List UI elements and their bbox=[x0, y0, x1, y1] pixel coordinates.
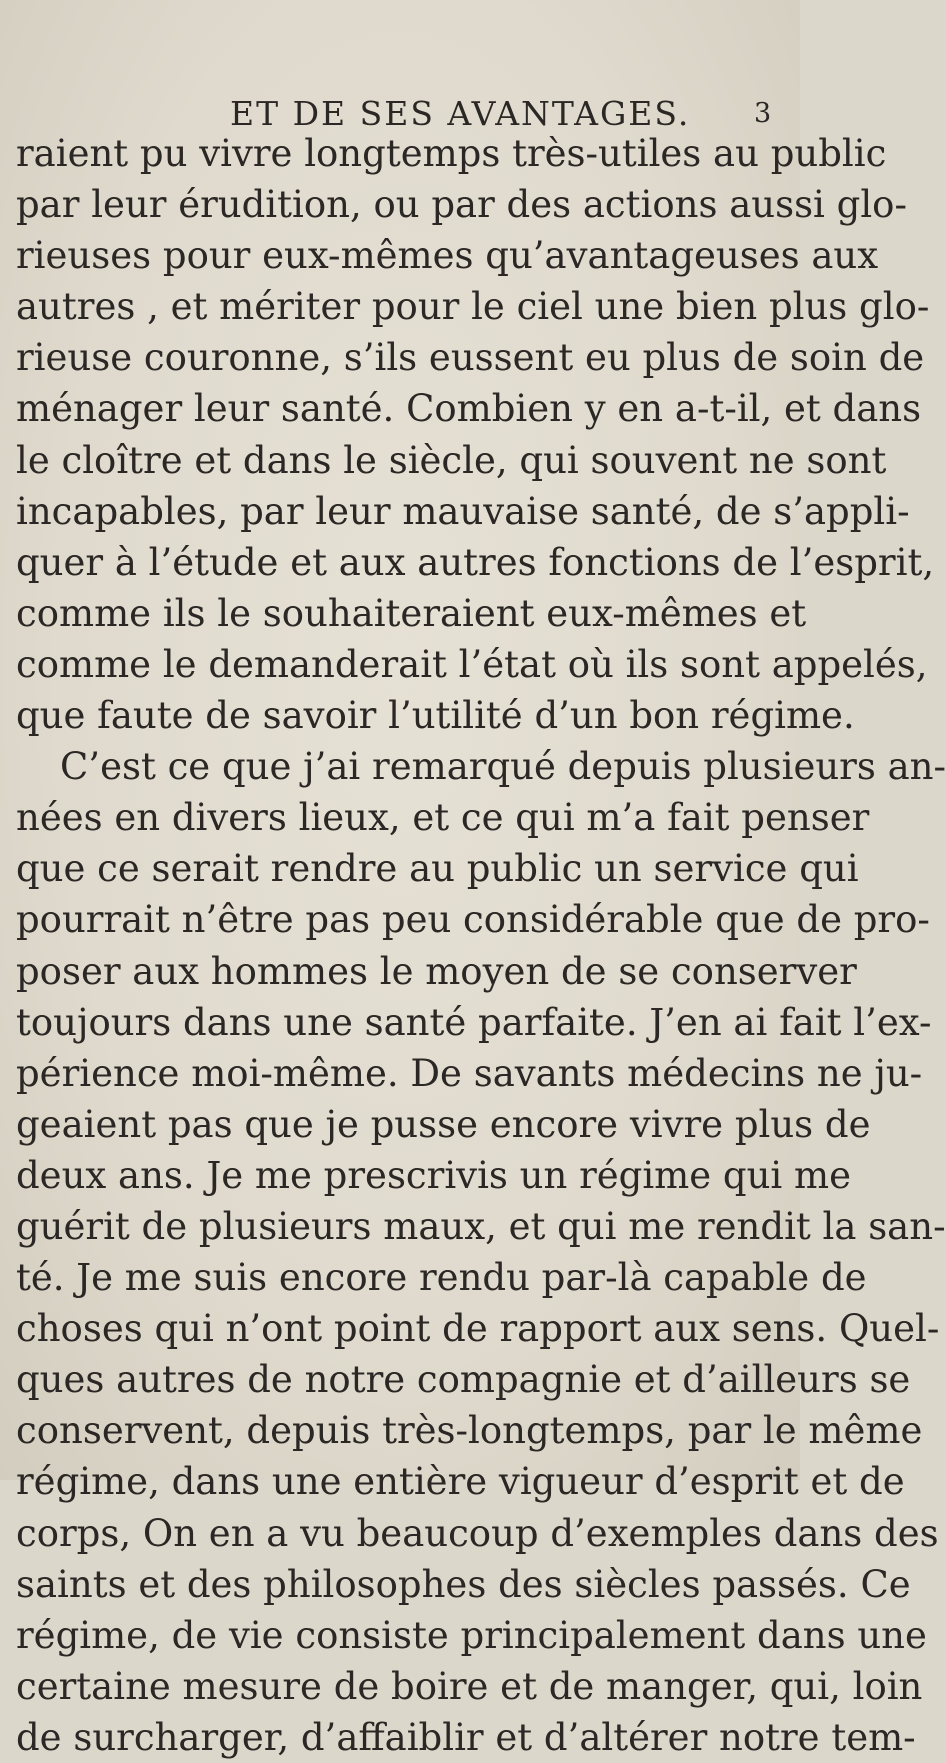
body-text bbox=[16, 128, 946, 1763]
text-line: corps, On en a vu beaucoup d’exemples dans des bbox=[16, 1511, 939, 1555]
text-line: par leur érudition, ou par des actions aussi glo- bbox=[16, 183, 907, 227]
text-line: certaine mesure de boire et de manger, qui, loin bbox=[16, 1664, 923, 1708]
text-line: périence moi-même. De savants médecins ne ju- bbox=[16, 1051, 923, 1095]
text-line: comme le demanderait l’état où ils sont appelés, bbox=[16, 642, 928, 686]
paragraph-start-line: C’est ce que j’ai remarqué depuis plusieurs an- bbox=[60, 745, 946, 789]
text-line: deux ans. Je me prescrivis un régime qui me bbox=[16, 1153, 852, 1197]
text-line: comme ils le souhaiteraient eux-mêmes et bbox=[16, 591, 807, 635]
text-line: té. Je me suis encore rendu par-là capable de bbox=[16, 1256, 867, 1300]
text-line: incapables, par leur mauvaise santé, de s’appli- bbox=[16, 489, 910, 533]
text-line: pourrait n’être pas peu considérable que de pro- bbox=[16, 898, 930, 942]
text-line: que ce serait rendre au public un service qui bbox=[16, 847, 859, 891]
text-line: régime, de vie consiste principalement dans une bbox=[16, 1613, 927, 1657]
text-line: quer à l’étude et aux autres fonctions de l’esprit, bbox=[16, 540, 935, 584]
page-number: 3 bbox=[754, 98, 772, 129]
text-line: que faute de savoir l’utilité d’un bon régime. bbox=[16, 694, 855, 738]
text-line: choses qui n’ont point de rapport aux sens. Quel- bbox=[16, 1307, 940, 1351]
text-line: poser aux hommes le moyen de se conserver bbox=[16, 949, 857, 993]
text-line: conservent, depuis très-longtemps, par le même bbox=[16, 1409, 923, 1453]
text-line: guérit de plusieurs maux, et qui me rendit la san- bbox=[16, 1204, 946, 1248]
text-line: ques autres de notre compagnie et d’ailleurs se bbox=[16, 1358, 911, 1402]
text-line: régime, dans une entière vigueur d’esprit et de bbox=[16, 1460, 905, 1504]
text-line: nées en divers lieux, et ce qui m’a fait penser bbox=[16, 796, 870, 840]
text-line: le cloître et dans le siècle, qui souvent ne sont bbox=[16, 438, 887, 482]
text-line: rieuses pour eux-mêmes qu’avantageuses aux bbox=[16, 234, 879, 278]
text-line: autres , et mériter pour le ciel une bien plus glo- bbox=[16, 285, 930, 329]
text-line: de surcharger, d’affaiblir et d’altérer notre tem- bbox=[16, 1715, 916, 1759]
text-line: ménager leur santé. Combien y en a-t-il, et dans bbox=[16, 387, 922, 431]
text-line: raient pu vivre longtemps très-utiles au public bbox=[16, 132, 887, 175]
text-line: saints et des philosophes des siècles passés. Ce bbox=[16, 1562, 911, 1606]
running-head bbox=[0, 64, 800, 133]
text-line: toujours dans une santé parfaite. J’en ai fait l’ex- bbox=[16, 1000, 932, 1044]
running-title: ET DE SES AVANTAGES. bbox=[230, 94, 691, 133]
text-line: rieuse couronne, s’ils eussent eu plus de soin de bbox=[16, 336, 925, 380]
text-line: geaient pas que je pusse encore vivre plus de bbox=[16, 1102, 871, 1146]
